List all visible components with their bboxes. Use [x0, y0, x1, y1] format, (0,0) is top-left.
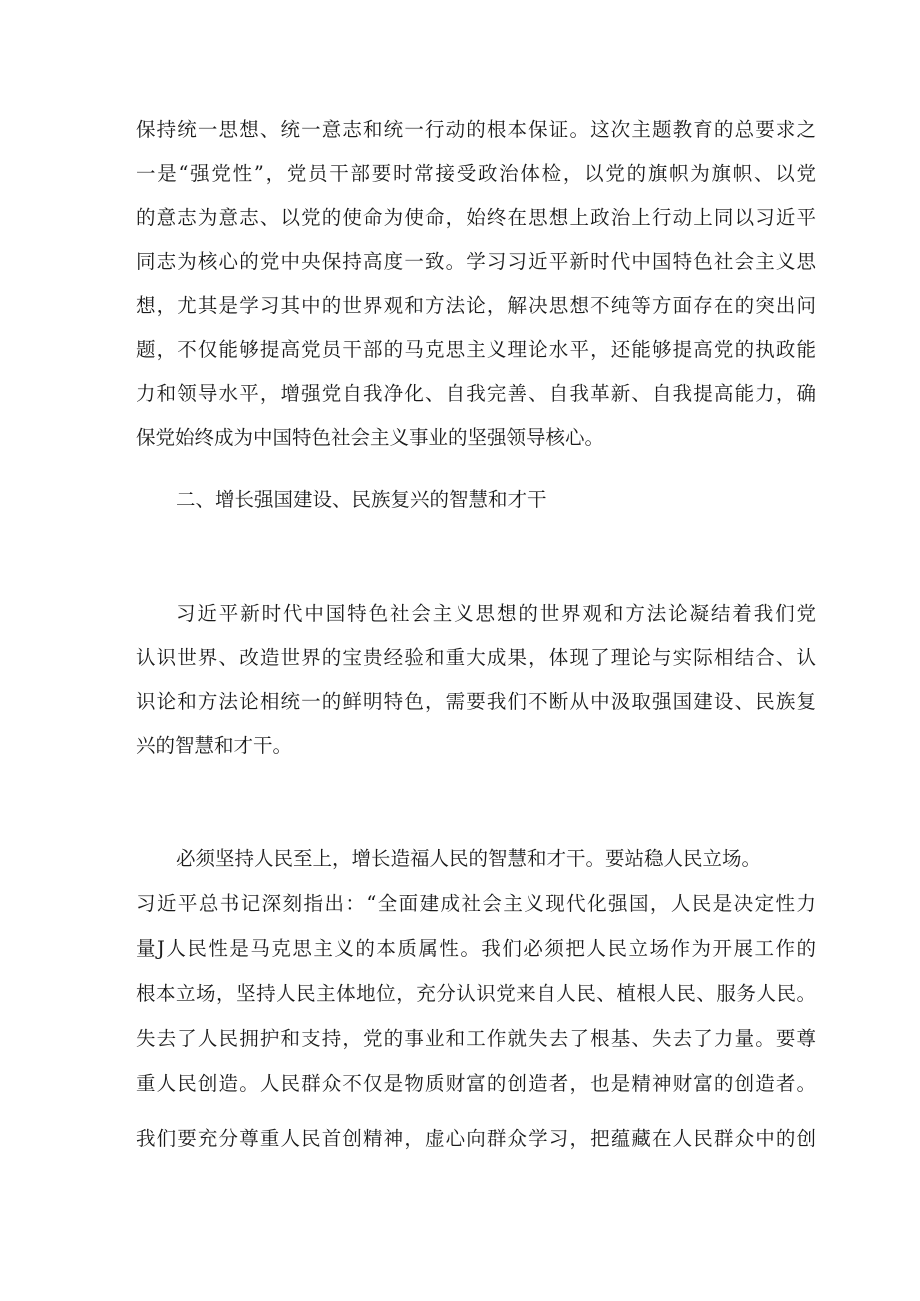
paragraph-line: 我们要充分尊重人民首创精神，虚心向群众学习，把蕴藏在人民群众中的创 — [136, 1127, 816, 1150]
paragraph-line: 兴的智慧和才干。 — [136, 734, 293, 757]
paragraph-line: 识论和方法论相统一的鲜明特色，需要我们不断从中汲取强国建设、民族复 — [136, 690, 816, 713]
paragraph-line: 根本立场，坚持人民主体地位，充分认识党来自人民、植根人民、服务人民。 — [136, 982, 816, 1005]
paragraph-line: 失去了人民拥护和支持，党的事业和工作就失去了根基、失去了力量。要尊 — [136, 1027, 816, 1050]
paragraph-line: 认识世界、改造世界的宝贵经验和重大成果，体现了理论与实际相结合、认 — [136, 646, 816, 669]
paragraph-line: 同志为核心的党中央保持高度一致。学习习近平新时代中国特色社会主义思 — [136, 250, 816, 273]
paragraph-line: 想，尤其是学习其中的世界观和方法论，解决思想不纯等方面存在的突出问 — [136, 294, 816, 317]
paragraph-line: 量J人民性是马克思主义的本质属性。我们必须把人民立场作为开展工作的 — [136, 937, 816, 960]
paragraph-line: 的意志为意志、以党的使命为使命，始终在思想上政治上行动上同以习近平 — [136, 206, 816, 229]
paragraph-line: 力和领导水平，增强党自我净化、自我完善、自我革新、自我提高能力，确 — [136, 382, 816, 405]
paragraph-line: 保持统一思想、统一意志和统一行动的根本保证。这次主题教育的总要求之 — [136, 118, 816, 141]
paragraph-line: 重人民创造。人民群众不仅是物质财富的创造者，也是精神财富的创造者。 — [136, 1072, 816, 1095]
paragraph-line: 保党始终成为中国特色社会主义事业的坚强领导核心。 — [136, 426, 605, 449]
paragraph-line: 一是“强党性”，党员干部要时常接受政治体检，以党的旗帜为旗帜、以党 — [136, 162, 816, 185]
section-heading: 二、增长强国建设、民族复兴的智慧和才干 — [176, 488, 547, 511]
paragraph-line: 习近平新时代中国特色社会主义思想的世界观和方法论凝结着我们党 — [176, 602, 816, 625]
paragraph-line: 必须坚持人民至上，增长造福人民的智慧和才干。要站稳人民立场。 — [176, 847, 762, 870]
paragraph-line: 题，不仅能够提高党员干部的马克思主义理论水平，还能够提高党的执政能 — [136, 338, 816, 361]
paragraph-line: 习近平总书记深刻指出：“全面建成社会主义现代化强国，人民是决定性力 — [136, 892, 816, 915]
